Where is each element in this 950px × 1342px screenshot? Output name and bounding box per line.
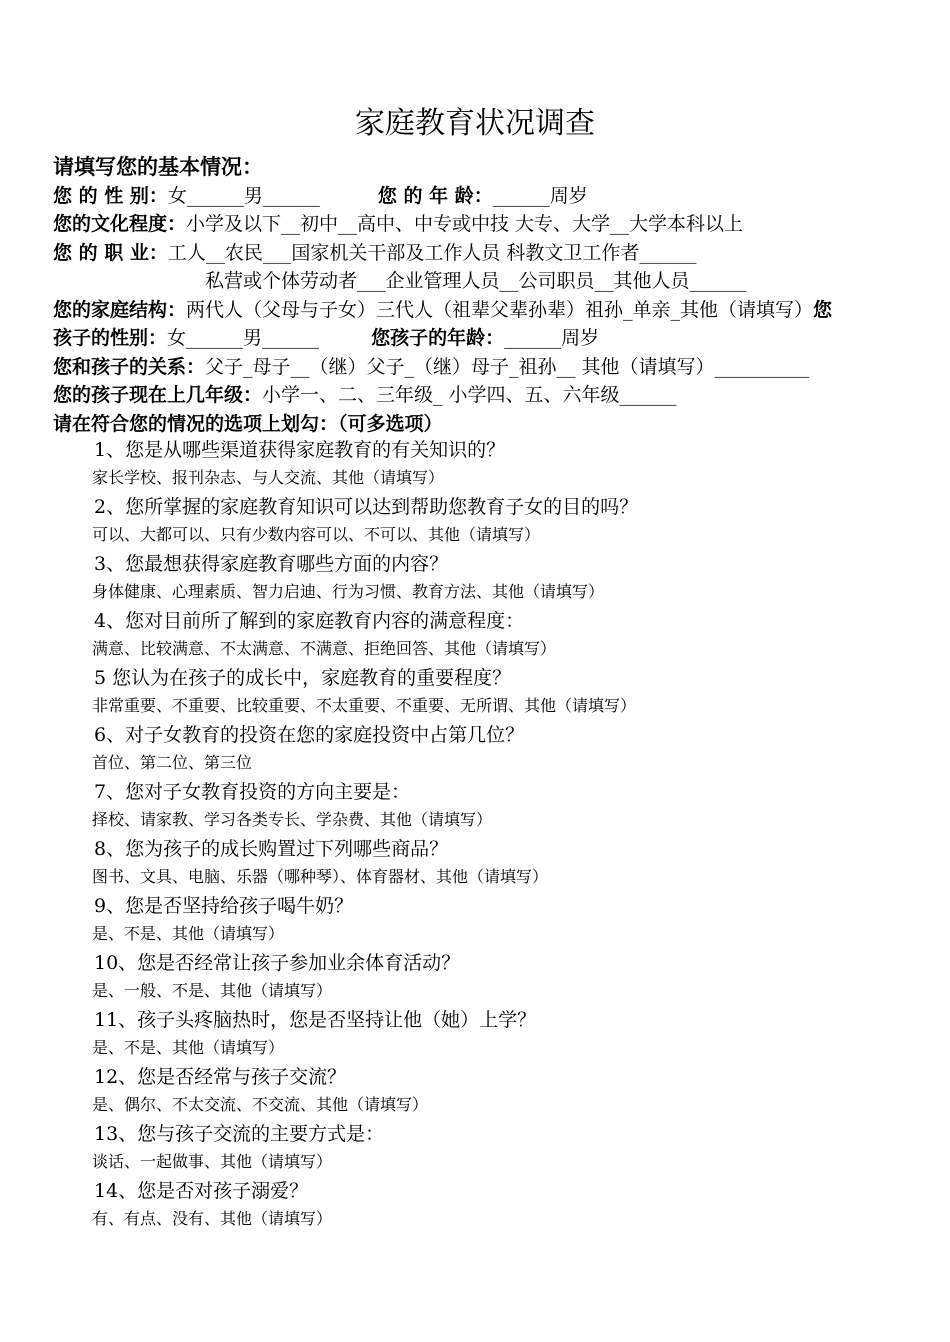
question-8: 8、您为孩子的成长购置过下列哪些商品？ bbox=[94, 838, 449, 860]
answer-options-8[interactable]: 图书、文具、电脑、乐器（哪种琴）、体育器材、其他（请填写） bbox=[92, 867, 549, 886]
gender-field[interactable]: 女______男______ bbox=[167, 185, 320, 207]
question-3: 3、您最想获得家庭教育哪些方面的内容？ bbox=[94, 553, 449, 575]
education-row bbox=[53, 211, 743, 237]
page-title: 家庭教育状况调查 bbox=[355, 106, 595, 141]
answer-options-12[interactable]: 是、偶尔、不太交流、不交流、其他（请填写） bbox=[92, 1095, 429, 1114]
answer-options-10[interactable]: 是、一般、不是、其他（请填写） bbox=[92, 981, 333, 1000]
question-5: 5 您认为在孩子的成长中，家庭教育的重要程度？ bbox=[94, 667, 512, 689]
question-14: 14、您是否对孩子溺爱？ bbox=[94, 1180, 309, 1202]
grade-label: 您的孩子现在上几年级： bbox=[53, 384, 263, 406]
answer-options-3[interactable]: 身体健康、心理素质、智力启迪、行为习惯、教育方法、其他（请填写） bbox=[92, 582, 605, 601]
answer-options-4[interactable]: 满意、比较满意、不太满意、不满意、拒绝回答、其他（请填写） bbox=[92, 639, 557, 658]
child-gender-label: 孩子的性别： bbox=[53, 327, 168, 349]
answer-options-5[interactable]: 非常重要、不重要、比较重要、不太重要、不重要、无所谓、其他（请填写） bbox=[92, 696, 637, 715]
education-options[interactable]: 小学及以下__初中__高中、中专或中技 大专、大学__大学本科以上 bbox=[186, 213, 744, 235]
question-12: 12、您是否经常与孩子交流？ bbox=[94, 1066, 347, 1088]
job-options[interactable]: 工人__农民___国家机关干部及工作人员 科教文卫工作者______ bbox=[167, 242, 697, 264]
answer-options-1[interactable]: 家长学校、报刊杂志、与人交流、其他（请填写） bbox=[92, 468, 445, 487]
check-heading: 请在符合您的情况的选项上划勾：（可多选项） bbox=[53, 413, 443, 435]
answer-options-6[interactable]: 首位、第二位、第三位 bbox=[92, 753, 253, 772]
relation-label: 您和孩子的关系： bbox=[53, 356, 206, 378]
gender-row bbox=[53, 183, 588, 209]
question-2: 2、您所掌握的家庭教育知识可以达到帮助您教育子女的目的吗？ bbox=[94, 496, 639, 518]
basic-info-heading: 请填写您的基本情况： bbox=[53, 154, 263, 179]
child-age-field[interactable]: ______周岁 bbox=[504, 327, 600, 349]
age-field[interactable]: ______周岁 bbox=[492, 185, 588, 207]
child-gender-field[interactable]: 女______男______ bbox=[167, 327, 320, 349]
question-7: 7、您对子女教育投资的方向主要是： bbox=[94, 781, 411, 803]
answer-options-2[interactable]: 可以、大都可以、只有少数内容可以、不可以、其他（请填写） bbox=[92, 525, 541, 544]
relation-options[interactable]: 父子_母子__（继）父子_（继）母子_祖孙__ 其他（请填写）__________ bbox=[205, 356, 810, 378]
grade-row bbox=[53, 382, 677, 408]
answer-options-9[interactable]: 是、不是、其他（请填写） bbox=[92, 924, 285, 943]
job-row-continued bbox=[205, 268, 747, 294]
relation-row bbox=[53, 354, 810, 380]
family-row bbox=[53, 297, 832, 323]
answer-options-13[interactable]: 谈话、一起做事、其他（请填写） bbox=[92, 1152, 333, 1171]
question-1: 1、您是从哪些渠道获得家庭教育的有关知识的？ bbox=[94, 439, 506, 461]
job-label: 您 的 职 业： bbox=[53, 242, 168, 264]
answer-options-11[interactable]: 是、不是、其他（请填写） bbox=[92, 1038, 285, 1057]
job-options-continued[interactable]: 私营或个体劳动者___企业管理人员__公司职员__其他人员______ bbox=[205, 270, 747, 292]
child-row bbox=[53, 325, 599, 351]
family-options[interactable]: 两代人（父母与子女）三代人（祖辈父辈孙辈）祖孙_单亲_其他（请填写） bbox=[186, 299, 814, 321]
question-9: 9、您是否坚持给孩子喝牛奶？ bbox=[94, 895, 354, 917]
answer-options-7[interactable]: 择校、请家教、学习各类专长、学杂费、其他（请填写） bbox=[92, 810, 493, 829]
job-row bbox=[53, 240, 696, 266]
child-age-label: 您孩子的年龄： bbox=[371, 327, 505, 349]
gender-label: 您 的 性 别： bbox=[53, 185, 168, 207]
question-11: 11、孩子头疼脑热时，您是否坚持让他（她）上学？ bbox=[94, 1009, 537, 1031]
question-4: 4、您对目前所了解到的家庭教育内容的满意程度： bbox=[94, 610, 525, 632]
age-label: 您 的 年 龄： bbox=[377, 185, 493, 207]
family-label: 您的家庭结构： bbox=[53, 299, 187, 321]
question-6: 6、对子女教育的投资在您的家庭投资中占第几位？ bbox=[94, 724, 525, 746]
education-label: 您的文化程度： bbox=[53, 213, 187, 235]
family-tail: 您 bbox=[813, 299, 833, 321]
question-13: 13、您与孩子交流的主要方式是： bbox=[94, 1123, 385, 1145]
grade-options[interactable]: 小学一、二、三年级_ 小学四、五、六年级______ bbox=[262, 384, 677, 406]
answer-options-14[interactable]: 有、有点、没有、其他（请填写） bbox=[92, 1209, 333, 1228]
question-10: 10、您是否经常让孩子参加业余体育活动？ bbox=[94, 952, 461, 974]
